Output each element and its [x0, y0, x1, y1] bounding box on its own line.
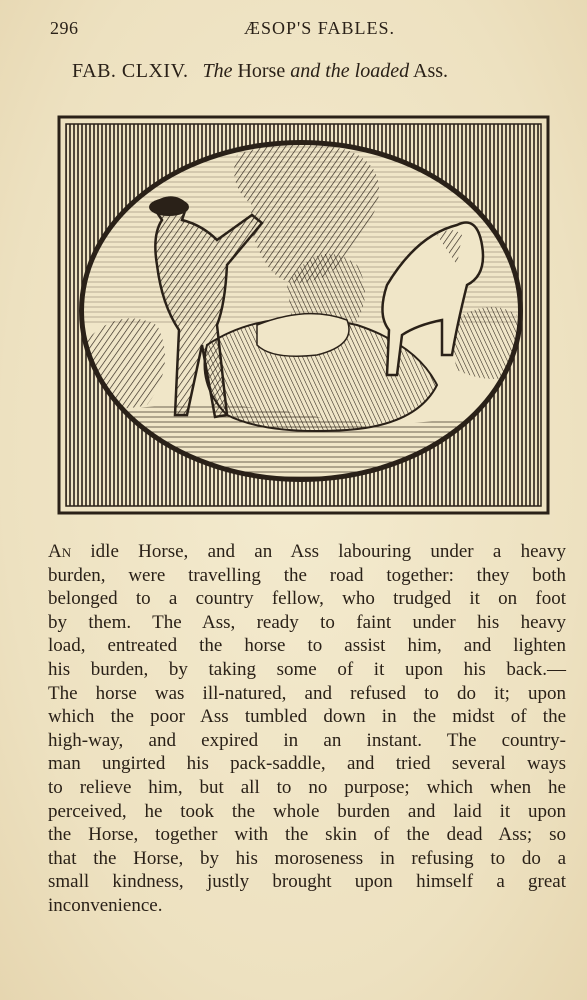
text-line-7: The horse was ill-natured, and refused to do it; upon [48, 682, 566, 704]
text-line-12: perceived, he took the whole burden and laid it upon [48, 800, 566, 822]
text-line-2: burden, were travelling the road together: they both [48, 564, 566, 586]
text-line-11: to relieve him, but all to no purpose; which when he [48, 776, 566, 798]
text-line-8: which the poor Ass tumbled down in the midst of the [48, 706, 566, 728]
text-line-1: An idle Horse, and an Ass labouring under a heavy [48, 541, 566, 562]
running-head: ÆSOP'S FABLES. [244, 18, 395, 38]
text-line-9: high-way, and expired in an instant. The country- [48, 729, 566, 751]
text-line-4: by them. The Ass, ready to faint under his heavy [48, 611, 566, 633]
title-the: The [202, 60, 233, 82]
title-and-the-loaded: and the loaded [290, 60, 410, 82]
woodcut-engraving-icon [57, 115, 550, 515]
fable-number: FAB. CLXIV. [72, 60, 189, 82]
title-ass: Ass. [413, 60, 449, 82]
text-line-6: his burden, by taking some of it upon his back.— [48, 658, 566, 680]
title-horse: Horse [237, 60, 286, 82]
fable-title [72, 60, 552, 83]
text-line-10: man ungirted his pack-saddle, and tried several ways [48, 753, 566, 775]
fable-body [48, 540, 566, 918]
page-header [50, 18, 550, 42]
text-line-5: load, entreated the horse to assist him, and lighten [48, 635, 566, 657]
text-line-3: belonged to a country fellow, who trudged it on foot [48, 588, 566, 610]
text-line-15: small kindness, justly brought upon himself a great [48, 871, 566, 893]
text-line-16: inconvenience. [48, 894, 163, 916]
drop-word: An [48, 541, 72, 562]
page-number: 296 [50, 18, 79, 38]
woodcut-illustration [57, 115, 550, 515]
text-line-13: the Horse, together with the skin of the dead Ass; so [48, 824, 566, 846]
text-line-14: that the Horse, by his moroseness in refusing to do a [48, 847, 566, 869]
